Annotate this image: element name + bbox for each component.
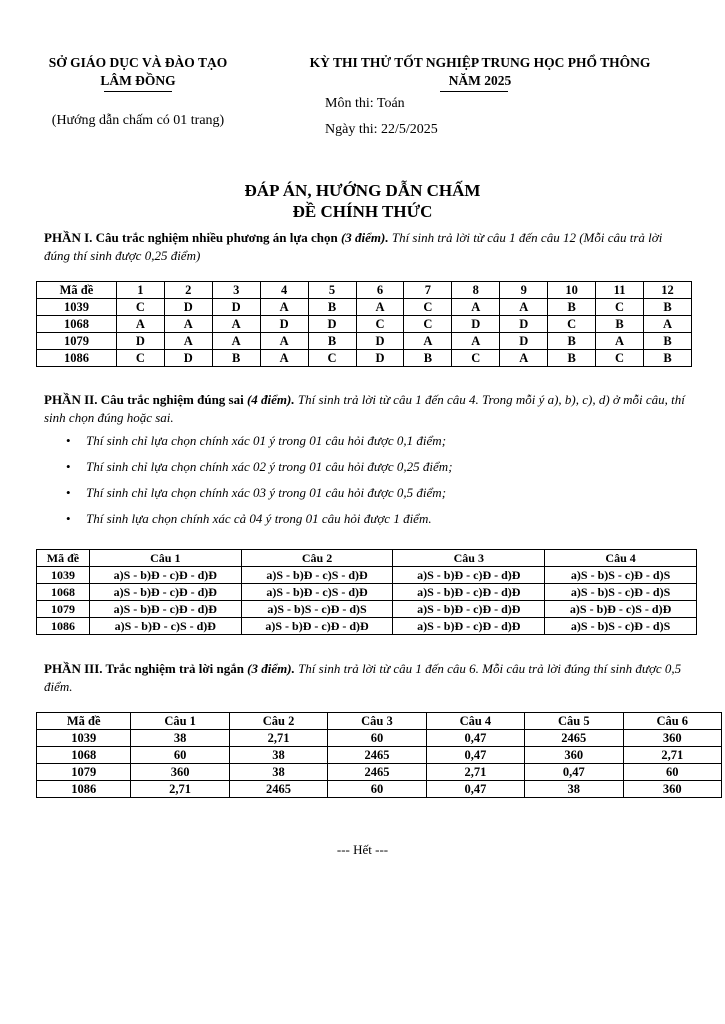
table-header-cell: Câu 4 <box>426 713 524 730</box>
table-cell: C <box>452 350 500 367</box>
list-item: • Thí sinh chỉ lựa chọn chính xác 01 ý trong 01 câu hỏi được 0,1 điểm; <box>86 428 696 454</box>
table-header-cell: 2 <box>164 282 212 299</box>
table-header-row <box>37 282 692 299</box>
table-cell: a)S - b)Đ - c)Đ - d)Đ <box>89 567 241 584</box>
table-cell: B <box>644 350 692 367</box>
table-cell: D <box>500 316 548 333</box>
table-cell: 0,47 <box>426 781 524 798</box>
part3-points: (3 điểm). <box>247 661 295 676</box>
list-item: • Thí sinh lựa chọn chính xác cả 04 ý trong 01 câu hỏi được 1 điểm. <box>86 506 696 532</box>
table-header-cell: Câu 6 <box>623 713 721 730</box>
table-cell: 1039 <box>37 567 90 584</box>
table-cell: A <box>164 316 212 333</box>
table-cell: D <box>212 299 260 316</box>
table-cell: a)S - b)Đ - c)Đ - d)Đ <box>89 601 241 618</box>
table-cell: a)S - b)Đ - c)S - d)Đ <box>89 618 241 635</box>
table-header-cell: Câu 4 <box>545 550 697 567</box>
table-cell: C <box>404 299 452 316</box>
table-cell: 0,47 <box>426 747 524 764</box>
table-cell: D <box>260 316 308 333</box>
table-cell: 1086 <box>37 350 117 367</box>
part3-heading: PHẦN III. Trắc nghiệm trả lời ngắn <box>44 661 244 676</box>
table-header-cell: Câu 2 <box>241 550 393 567</box>
table-cell: a)S - b)Đ - c)Đ - d)Đ <box>241 618 393 635</box>
bullet-icon: • <box>66 511 71 526</box>
table-cell: A <box>260 299 308 316</box>
table-header-cell: Mã đề <box>37 282 117 299</box>
bullet-icon: • <box>66 433 71 448</box>
table-cell: 38 <box>229 747 327 764</box>
part1-desc: Thí sinh trả lời từ câu 1 đến câu 12 (Mỗi câu trả lời đúng thí sinh được 0,25 điểm) <box>44 230 663 263</box>
table-cell: a)S - b)S - c)Đ - d)S <box>545 618 697 635</box>
table-cell: A <box>404 333 452 350</box>
table-cell: 60 <box>131 747 229 764</box>
table-cell: B <box>212 350 260 367</box>
province-name: LÂM ĐỒNG <box>100 73 176 88</box>
part1-description <box>44 229 690 265</box>
table-cell: B <box>308 299 356 316</box>
table-cell: D <box>164 299 212 316</box>
table-cell: A <box>500 299 548 316</box>
table-cell: 2465 <box>328 747 426 764</box>
table-cell: 360 <box>525 747 623 764</box>
table-cell: A <box>116 316 164 333</box>
exam-year-underline <box>440 91 508 92</box>
table-cell: 1039 <box>37 299 117 316</box>
table-cell: C <box>404 316 452 333</box>
table-cell: 38 <box>229 764 327 781</box>
page-count-note: (Hướng dẫn chấm có 01 trang) <box>51 113 225 128</box>
table-cell: B <box>548 299 596 316</box>
table-header-cell: Câu 3 <box>328 713 426 730</box>
part1-answer-table <box>36 281 692 367</box>
table-cell: C <box>356 316 404 333</box>
table-cell: B <box>644 299 692 316</box>
bullet-icon: • <box>66 485 71 500</box>
table-cell: 2465 <box>525 730 623 747</box>
table-header-cell: Câu 1 <box>89 550 241 567</box>
table-cell: 360 <box>623 730 721 747</box>
table-cell: D <box>356 333 404 350</box>
table-row <box>37 781 722 798</box>
part2-heading: PHẦN II. Câu trắc nghiệm đúng sai <box>44 392 244 407</box>
table-cell: A <box>164 333 212 350</box>
table-cell: 360 <box>131 764 229 781</box>
table-cell: A <box>212 333 260 350</box>
table-row <box>37 764 722 781</box>
table-cell: 1079 <box>37 333 117 350</box>
table-cell: 60 <box>328 730 426 747</box>
document-title: ĐÁP ÁN, HƯỚNG DẪN CHẤM <box>244 181 481 200</box>
list-item: • Thí sinh chỉ lựa chọn chính xác 03 ý trong 01 câu hỏi được 0,5 điểm; <box>86 480 696 506</box>
table-cell: A <box>452 299 500 316</box>
table-cell: A <box>644 316 692 333</box>
table-cell: D <box>164 350 212 367</box>
table-row <box>37 747 722 764</box>
table-row <box>37 299 692 316</box>
table-header-cell: 1 <box>116 282 164 299</box>
table-cell: 1068 <box>37 584 90 601</box>
table-cell: C <box>548 316 596 333</box>
part1-points: (3 điểm). <box>340 230 389 245</box>
table-cell: B <box>548 333 596 350</box>
table-cell: B <box>596 316 644 333</box>
table-header-cell: Câu 2 <box>229 713 327 730</box>
table-header-cell: 8 <box>452 282 500 299</box>
table-cell: 2,71 <box>131 781 229 798</box>
table-cell: B <box>644 333 692 350</box>
table-cell: A <box>596 333 644 350</box>
end-marker: --- Hết --- <box>336 842 389 857</box>
table-cell: a)S - b)Đ - c)Đ - d)Đ <box>89 584 241 601</box>
table-cell: C <box>596 299 644 316</box>
table-cell: B <box>548 350 596 367</box>
table-cell: 38 <box>525 781 623 798</box>
table-header-cell: 10 <box>548 282 596 299</box>
table-cell: C <box>116 350 164 367</box>
table-cell: A <box>260 333 308 350</box>
part1-heading: PHẦN I. Câu trắc nghiệm nhiều phương án lựa chọn <box>44 230 338 245</box>
table-cell: C <box>308 350 356 367</box>
table-cell: 2,71 <box>229 730 327 747</box>
table-header-row <box>37 550 697 567</box>
table-header-cell: 4 <box>260 282 308 299</box>
table-row <box>37 601 697 618</box>
table-cell: 360 <box>623 781 721 798</box>
table-cell: B <box>308 333 356 350</box>
table-cell: A <box>260 350 308 367</box>
table-cell: C <box>596 350 644 367</box>
table-cell: a)S - b)Đ - c)Đ - d)Đ <box>393 618 545 635</box>
table-cell: a)S - b)Đ - c)S - d)Đ <box>241 567 393 584</box>
province-underline <box>104 91 172 92</box>
list-item: • Thí sinh chỉ lựa chọn chính xác 02 ý trong 01 câu hỏi được 0,25 điểm; <box>86 454 696 480</box>
table-cell: a)S - b)S - c)Đ - d)S <box>545 584 697 601</box>
table-row <box>37 333 692 350</box>
table-cell: 2465 <box>328 764 426 781</box>
table-cell: 1068 <box>37 747 131 764</box>
table-header-cell: 5 <box>308 282 356 299</box>
exam-year: NĂM 2025 <box>448 73 512 88</box>
part3-answer-table <box>36 712 722 798</box>
table-header-cell: Câu 1 <box>131 713 229 730</box>
table-cell: 1086 <box>37 781 131 798</box>
table-cell: a)S - b)Đ - c)Đ - d)Đ <box>393 584 545 601</box>
document-subtitle: ĐỀ CHÍNH THỨC <box>292 202 433 221</box>
table-header-row <box>37 713 722 730</box>
table-row <box>37 730 722 747</box>
table-cell: D <box>308 316 356 333</box>
table-row <box>37 316 692 333</box>
table-cell: 1079 <box>37 601 90 618</box>
part2-description <box>44 391 690 427</box>
bullet-icon: • <box>66 459 71 474</box>
table-cell: 38 <box>131 730 229 747</box>
table-cell: B <box>404 350 452 367</box>
part3-description <box>44 660 690 696</box>
table-cell: a)S - b)Đ - c)S - d)Đ <box>241 584 393 601</box>
table-row <box>37 584 697 601</box>
table-cell: 2,71 <box>426 764 524 781</box>
table-header-cell: 3 <box>212 282 260 299</box>
exam-name: KỲ THI THỬ TỐT NGHIỆP TRUNG HỌC PHỔ THÔNG <box>309 55 651 70</box>
table-header-cell: Mã đề <box>37 713 131 730</box>
table-cell: a)S - b)S - c)Đ - d)S <box>241 601 393 618</box>
table-cell: 0,47 <box>426 730 524 747</box>
table-cell: 0,47 <box>525 764 623 781</box>
part2-scoring-list <box>66 428 696 532</box>
table-header-cell: 11 <box>596 282 644 299</box>
table-cell: A <box>452 333 500 350</box>
table-cell: A <box>212 316 260 333</box>
table-cell: a)S - b)Đ - c)Đ - d)Đ <box>393 567 545 584</box>
table-cell: 1079 <box>37 764 131 781</box>
table-header-cell: 12 <box>644 282 692 299</box>
table-header-cell: Câu 3 <box>393 550 545 567</box>
table-header-cell: 9 <box>500 282 548 299</box>
part3-desc: Thí sinh trả lời từ câu 1 đến câu 6. Mỗi câu trả lời đúng thí sinh được 0,5 điểm. <box>44 661 682 694</box>
table-cell: C <box>116 299 164 316</box>
table-cell: 1068 <box>37 316 117 333</box>
table-row <box>37 567 697 584</box>
table-cell: 60 <box>623 764 721 781</box>
table-cell: 2465 <box>229 781 327 798</box>
table-cell: a)S - b)Đ - c)S - d)Đ <box>545 601 697 618</box>
table-cell: D <box>116 333 164 350</box>
table-header-cell: Mã đề <box>37 550 90 567</box>
table-header-cell: 6 <box>356 282 404 299</box>
table-cell: D <box>452 316 500 333</box>
table-row <box>37 618 697 635</box>
table-cell: 2,71 <box>623 747 721 764</box>
table-cell: 1039 <box>37 730 131 747</box>
table-row <box>37 350 692 367</box>
exam-subject: Môn thi: Toán <box>325 96 405 111</box>
table-cell: D <box>500 333 548 350</box>
part2-desc: Thí sinh trả lời từ câu 1 đến câu 4. Trong mỗi ý a), b), c), d) ở mỗi câu, thí sinh chọn đúng hoặc sai. <box>44 392 685 425</box>
part2-answer-table <box>36 549 697 635</box>
table-cell: 60 <box>328 781 426 798</box>
table-cell: a)S - b)Đ - c)Đ - d)Đ <box>393 601 545 618</box>
table-cell: D <box>356 350 404 367</box>
department-name: SỞ GIÁO DỤC VÀ ĐÀO TẠO <box>48 55 228 70</box>
table-header-cell: Câu 5 <box>525 713 623 730</box>
table-cell: A <box>500 350 548 367</box>
exam-date: Ngày thi: 22/5/2025 <box>325 122 438 137</box>
table-cell: 1086 <box>37 618 90 635</box>
table-header-cell: 7 <box>404 282 452 299</box>
table-cell: A <box>356 299 404 316</box>
table-cell: a)S - b)S - c)Đ - d)S <box>545 567 697 584</box>
part2-points: (4 điểm). <box>246 392 295 407</box>
